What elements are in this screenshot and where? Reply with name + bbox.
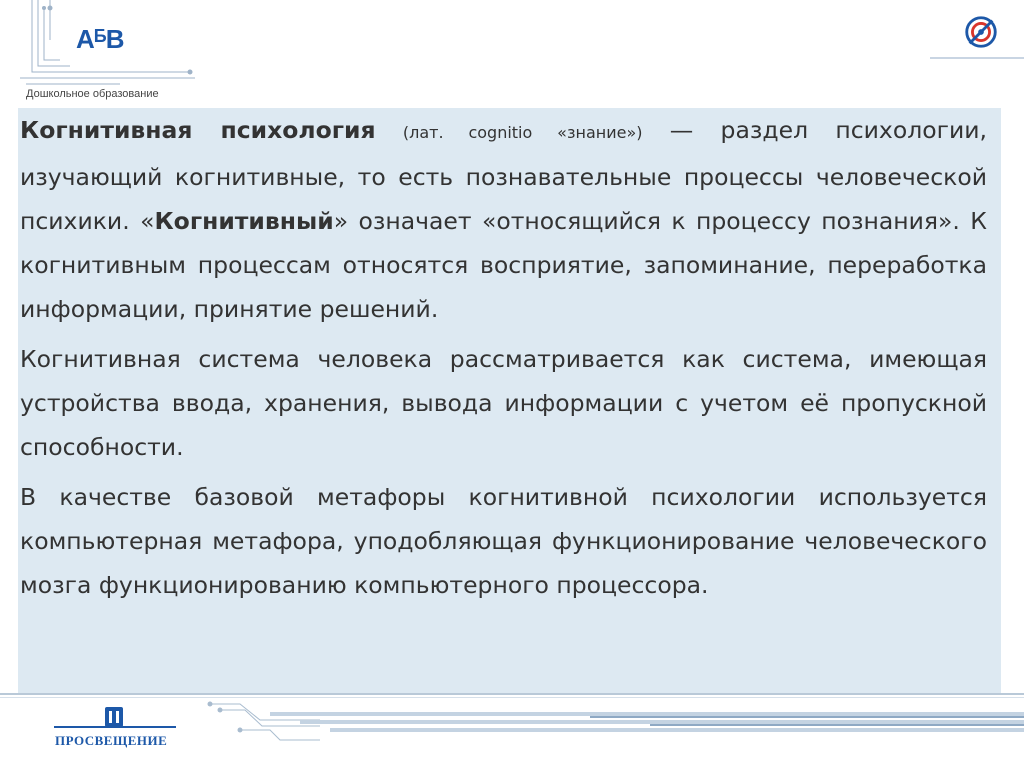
footer-rule-thin xyxy=(0,697,1024,698)
header-subtitle: Дошкольное образование xyxy=(26,88,159,100)
footer-stripes-decoration xyxy=(270,708,1024,738)
paragraph-metaphor: В качестве базовой метафоры когнитивной психологии используется компьютерная метафора, уподобляющая функционирование человеческого мозга функционированию компьютерного процессора. xyxy=(20,483,987,599)
footer-rule xyxy=(0,693,1024,695)
header-corner-rule xyxy=(930,57,1024,59)
publisher-rule xyxy=(54,726,176,728)
definition-text-continued: » означает «относящийся к процессу познания». К когнитивным процессам относятся восприятие, запоминание, переработка информации, принятие решений. xyxy=(20,207,987,323)
term-cognitive-psychology: Когнитивная психология xyxy=(20,116,376,144)
abv-logo: $А^БВ$ xyxy=(76,24,124,54)
latin-note: (лат. cognitio «знание») xyxy=(402,123,643,142)
content-text xyxy=(20,108,987,607)
circular-emblem-icon xyxy=(962,12,1000,52)
publisher-name: ПРОСВЕЩЕНИЕ xyxy=(55,733,168,748)
paragraph-system: Когнитивная система человека рассматривается как система, имеющая устройства ввода, хранения, вывода информации с учетом её пропускной способности. xyxy=(20,345,987,461)
definition-text: — раздел психологии, изучающий когнитивные, то есть познавательные процессы человеческой психики. « xyxy=(20,116,987,235)
term-cognitive: Когнитивный xyxy=(154,207,334,235)
paragraph-definition xyxy=(20,108,987,331)
